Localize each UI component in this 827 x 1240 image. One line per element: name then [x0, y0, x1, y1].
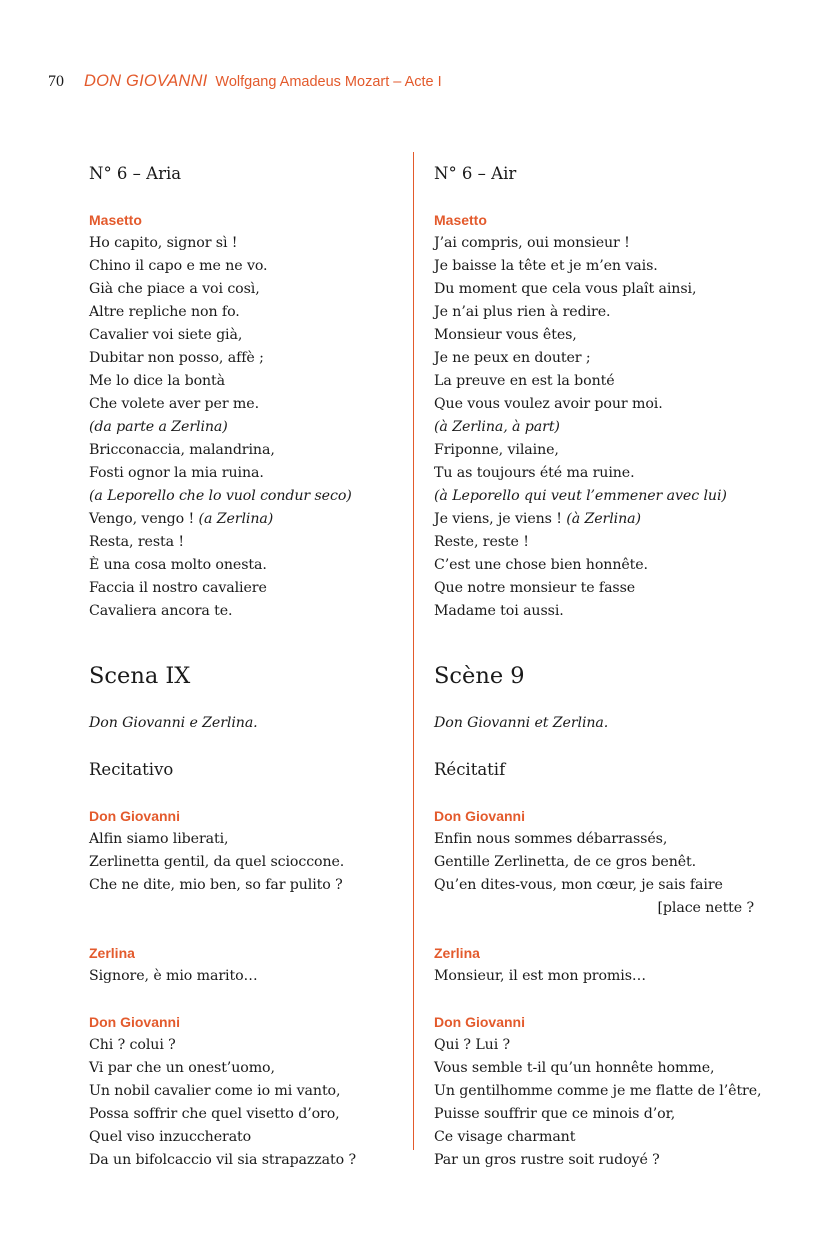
verse-line — [434, 370, 754, 393]
verse-text: Bricconaccia, malandrina, — [89, 442, 275, 458]
verse-line — [434, 255, 754, 278]
verse-line — [89, 347, 419, 370]
verse-text: Faccia il nostro cavaliere — [89, 580, 267, 596]
verse-text: Vi par che un onest’uomo, — [89, 1060, 275, 1076]
speaker-don-giovanni: Don Giovanni — [434, 808, 525, 824]
verse-line — [434, 1080, 762, 1103]
verse-text: Je ne peux en douter ; — [434, 350, 591, 366]
verse-text: Quel viso inzuccherato — [89, 1129, 252, 1145]
dialogue-zerlina — [89, 942, 419, 988]
verse-text: [place nette ? — [657, 900, 754, 916]
verse-line — [434, 1057, 754, 1080]
verse-line — [434, 416, 754, 439]
verse-line — [434, 232, 754, 255]
verse-text: La preuve en est la bonté — [434, 373, 615, 389]
verse-text: Da un bifolcaccio vil sia strapazzato ? — [89, 1152, 356, 1168]
verse-text: Zerlinetta gentil, da quel scioccone. — [89, 854, 345, 870]
stage-direction: Don Giovanni e Zerlina. — [89, 715, 258, 731]
verse-text: Que notre monsieur te fasse — [434, 580, 636, 596]
verse-text: Je baisse la tête et je m’en vais. — [434, 258, 658, 274]
verse-text: Cavaliera ancora te. — [89, 603, 233, 619]
running-header — [48, 72, 442, 91]
dialogue-lines — [434, 1034, 762, 1172]
verse-line — [89, 301, 419, 324]
verse-text: Altre repliche non fo. — [89, 304, 240, 320]
verse-line — [89, 324, 419, 347]
verse-text: È una cosa molto onesta. — [89, 557, 267, 573]
verse-line — [89, 1126, 419, 1149]
speaker-don-giovanni: Don Giovanni — [89, 808, 180, 824]
verse-text: Alfin siamo liberati, — [89, 831, 229, 847]
scene-heading: Scena IX — [89, 663, 191, 689]
verse-line — [434, 874, 754, 897]
verse-line — [434, 278, 754, 301]
verse-text: Puisse souffrir que ce minois d’or, — [434, 1106, 676, 1122]
speaker-masetto: Masetto — [89, 212, 142, 228]
dialogue-don-giovanni-2 — [89, 1011, 419, 1172]
aria-section — [434, 209, 754, 623]
verse-text: Enfin nous sommes débarrassés, — [434, 831, 668, 847]
verse-line — [89, 462, 419, 485]
verse-text: Signore, è mio marito… — [89, 968, 258, 984]
verse-line — [434, 347, 754, 370]
verse-line — [89, 1057, 419, 1080]
verse-text: Monsieur, il est mon promis… — [434, 968, 646, 984]
dialogue-don-giovanni-2 — [434, 1011, 762, 1172]
verse-text: Friponne, vilaine, — [434, 442, 559, 458]
verse-text: Reste, reste ! — [434, 534, 529, 550]
verse-text: Je n’ai plus rien à redire. — [434, 304, 611, 320]
verse-line — [89, 554, 419, 577]
dialogue-lines — [89, 965, 419, 988]
verse-text: (à Zerlina, à part) — [434, 419, 560, 435]
verse-text: J’ai compris, oui monsieur ! — [434, 235, 630, 251]
verse-line — [89, 851, 419, 874]
verse-text: Un nobil cavalier come io mi vanto, — [89, 1083, 341, 1099]
verse-text: Possa soffrir che quel visetto d’oro, — [89, 1106, 340, 1122]
opera-title: DON GIOVANNI — [84, 72, 208, 90]
speaker-don-giovanni: Don Giovanni — [434, 1014, 525, 1030]
verse-line — [89, 600, 419, 623]
dialogue-don-giovanni-1 — [89, 805, 419, 897]
verse-text: Monsieur vous êtes, — [434, 327, 577, 343]
verse-text: Vengo, vengo ! — [89, 511, 195, 527]
aria-heading: N° 6 – Aria — [89, 164, 182, 183]
verse-line — [89, 1103, 419, 1126]
verse-line — [89, 393, 419, 416]
recitatif-heading: Récitatif — [434, 760, 506, 779]
verse-text: (à Leporello qui veut l’emmener avec lui) — [434, 488, 727, 504]
verse-text: Un gentilhomme comme je me flatte de l’être, — [434, 1083, 762, 1099]
verse-text: Du moment que cela vous plaît ainsi, — [434, 281, 697, 297]
verse-line — [434, 508, 754, 531]
verse-text: Che ne dite, mio ben, so far pulito ? — [89, 877, 343, 893]
dialogue-lines — [434, 965, 754, 988]
verse-line — [89, 485, 419, 508]
verse-line — [434, 462, 754, 485]
verse-text: Par un gros rustre soit rudoyé ? — [434, 1152, 660, 1168]
verse-text: Ce visage charmant — [434, 1129, 576, 1145]
verse-text: Je viens, je viens ! — [434, 511, 562, 527]
aria-section — [89, 209, 419, 623]
verse-line — [89, 1149, 419, 1172]
dialogue-lines — [89, 828, 419, 897]
verse-line — [434, 897, 754, 920]
speaker-zerlina: Zerlina — [434, 945, 480, 961]
stage-direction-inline: (a Zerlina) — [198, 511, 274, 527]
verse-line — [89, 1034, 419, 1057]
verse-line — [434, 531, 754, 554]
verse-line — [89, 1080, 419, 1103]
verse-line — [434, 600, 754, 623]
verse-text: Chi ? colui ? — [89, 1037, 176, 1053]
verse-text: Que vous voulez avoir pour moi. — [434, 396, 663, 412]
verse-line — [89, 577, 419, 600]
verse-text: Qui ? Lui ? — [434, 1037, 511, 1053]
dialogue-lines — [434, 828, 754, 920]
verse-line — [89, 416, 419, 439]
verse-line — [89, 874, 419, 897]
verse-line — [434, 324, 754, 347]
verse-line — [434, 1103, 754, 1126]
verse-line — [434, 301, 754, 324]
speaker-masetto: Masetto — [434, 212, 487, 228]
header-subtitle: Wolfgang Amadeus Mozart – Acte I — [215, 74, 442, 90]
verse-text: Madame toi aussi. — [434, 603, 564, 619]
verse-line — [434, 828, 754, 851]
dialogue-don-giovanni-1 — [434, 805, 754, 920]
verse-text: Resta, resta ! — [89, 534, 184, 550]
verse-line — [434, 577, 754, 600]
verse-line — [89, 255, 419, 278]
verse-line — [434, 485, 754, 508]
scene-heading: Scène 9 — [434, 663, 525, 689]
verse-text: Tu as toujours été ma ruine. — [434, 465, 635, 481]
verse-line — [89, 232, 419, 255]
verse-line — [89, 531, 419, 554]
dialogue-zerlina — [434, 942, 754, 988]
verse-text: Cavalier voi siete già, — [89, 327, 243, 343]
verse-line — [434, 439, 754, 462]
aria-lines — [434, 232, 754, 623]
page-number: 70 — [48, 73, 64, 90]
verse-text: Già che piace a voi così, — [89, 281, 260, 297]
verse-line — [434, 1034, 754, 1057]
verse-line — [89, 828, 419, 851]
verse-text: Vous semble t-il qu’un honnête homme, — [434, 1060, 715, 1076]
verse-line — [89, 439, 419, 462]
verse-text: (a Leporello che lo vuol condur seco) — [89, 488, 352, 504]
verse-line — [89, 965, 419, 988]
verse-text: Ho capito, signor sì ! — [89, 235, 238, 251]
dialogue-lines — [89, 1034, 419, 1172]
verse-text: (da parte a Zerlina) — [89, 419, 228, 435]
stage-direction-inline: (à Zerlina) — [566, 511, 641, 527]
verse-text: Qu’en dites-vous, mon cœur, je sais faire — [434, 877, 723, 893]
verse-text: Dubitar non posso, affè ; — [89, 350, 264, 366]
verse-text: Chino il capo e me ne vo. — [89, 258, 268, 274]
verse-line — [89, 370, 419, 393]
verse-line — [434, 965, 754, 988]
verse-text: Fosti ognor la mia ruina. — [89, 465, 264, 481]
speaker-don-giovanni: Don Giovanni — [89, 1014, 180, 1030]
stage-direction: Don Giovanni et Zerlina. — [434, 715, 609, 731]
speaker-zerlina: Zerlina — [89, 945, 135, 961]
verse-line — [434, 393, 754, 416]
verse-text: Gentille Zerlinetta, de ce gros benêt. — [434, 854, 697, 870]
verse-line — [434, 1149, 754, 1172]
verse-line — [434, 851, 754, 874]
verse-line — [89, 508, 419, 531]
recitativo-heading: Recitativo — [89, 760, 174, 779]
verse-text: Me lo dice la bontà — [89, 373, 226, 389]
aria-lines — [89, 232, 419, 623]
verse-text: Che volete aver per me. — [89, 396, 259, 412]
verse-line — [434, 1126, 754, 1149]
verse-text: C’est une chose bien honnête. — [434, 557, 648, 573]
verse-line — [89, 278, 419, 301]
verse-line — [434, 554, 754, 577]
aria-heading: N° 6 – Air — [434, 164, 517, 183]
